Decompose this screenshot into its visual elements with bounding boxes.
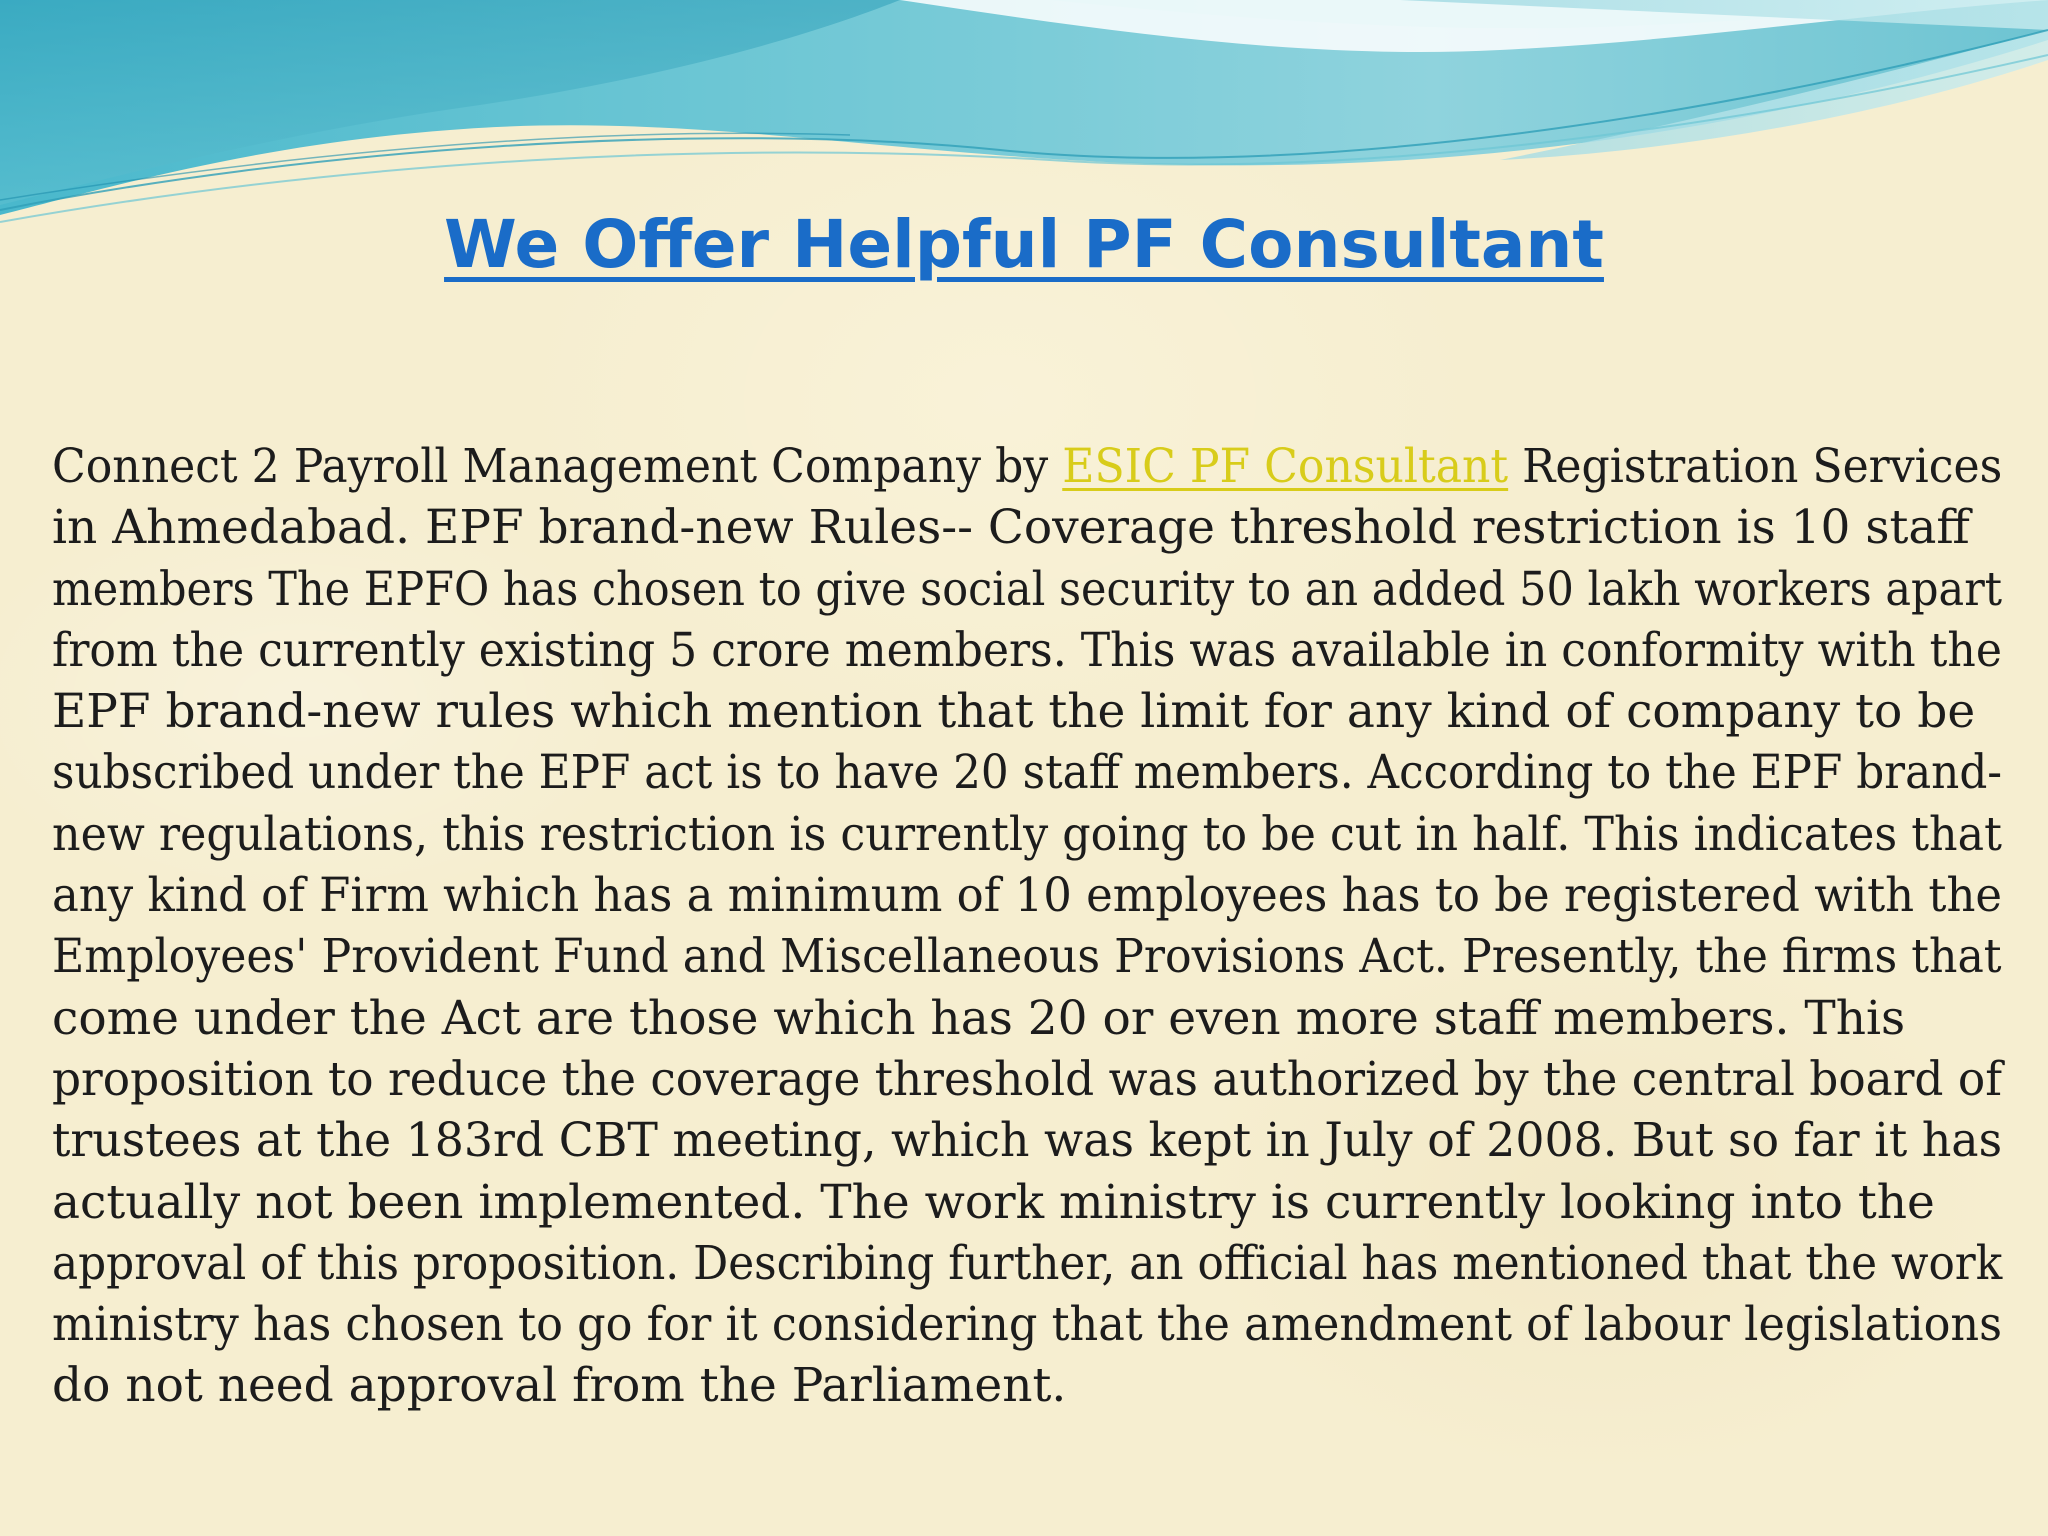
body-line: subscribed under the EPF act is to have 20 staff members. According to the EPF brand- <box>52 745 2003 801</box>
body-line: new regulations, this restriction is currently going to be cut in half. This indicates that <box>52 806 2002 862</box>
body-line-first <box>52 436 2003 497</box>
body-line: ministry has chosen to go for it considering that the amendment of labour legislations <box>52 1297 2003 1353</box>
body-line: in Ahmedabad. EPF brand-new Rules-- Coverage threshold restriction is 10 staff <box>52 500 1970 556</box>
esic-pf-consultant-link[interactable]: ESIC PF Consultant <box>1062 439 1509 494</box>
slide-title: We Offer Helpful PF Consultant <box>444 206 1604 283</box>
body-line: proposition to reduce the coverage threshold was authorized by the central board of <box>52 1051 2003 1107</box>
slide-body-text <box>52 436 2002 1417</box>
body-text-before-link: Connect 2 Payroll Management Company by <box>52 439 1063 494</box>
body-line: any kind of Firm which has a minimum of 10 employees has to be registered with the <box>52 868 2003 924</box>
body-text-after-link: Registration Services <box>1508 439 2003 494</box>
body-line: trustees at the 183rd CBT meeting, which was kept in July of 2008. But so far it has <box>52 1113 2003 1169</box>
body-line: EPF brand-new rules which mention that the limit for any kind of company to be <box>52 684 1976 740</box>
body-line: actually not been implemented. The work ministry is currently looking into the <box>52 1174 1935 1230</box>
body-line: approval of this proposition. Describing further, an official has mentioned that the work <box>52 1235 2003 1291</box>
body-line: from the currently existing 5 crore members. This was available in conformity with the <box>52 622 2002 678</box>
body-line: Employees' Provident Fund and Miscellaneous Provisions Act. Presently, the firms that <box>52 929 2002 985</box>
body-line: come under the Act are those which has 20 or even more staff members. This <box>52 990 1906 1046</box>
body-line: members The EPFO has chosen to give social security to an added 50 lakh workers apart <box>52 561 2003 617</box>
decorative-wave-header <box>0 0 2048 240</box>
body-line: do not need approval from the Parliament. <box>52 1358 1067 1414</box>
